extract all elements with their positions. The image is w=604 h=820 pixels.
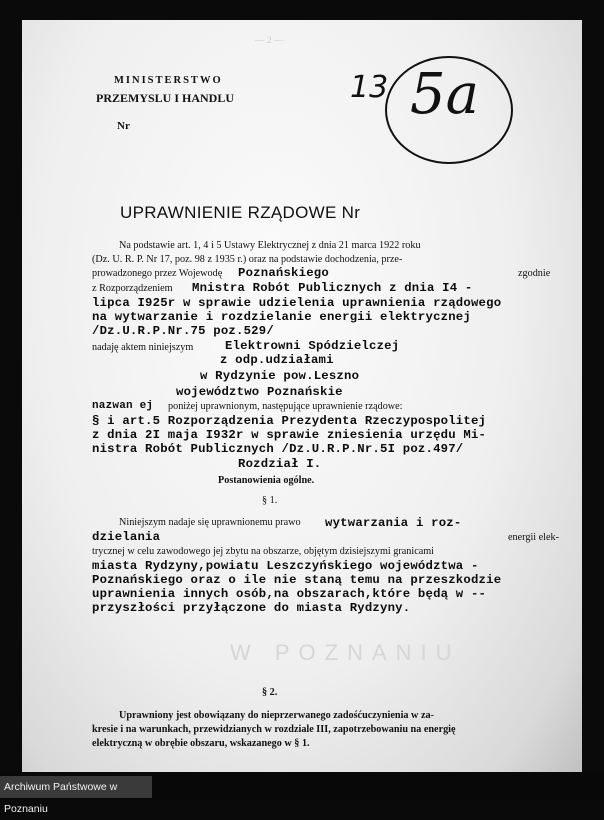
chapter-subheading: Postanowienia ogólne. bbox=[218, 475, 315, 486]
ministry-line2: PRZEMYSLU I HANDLU bbox=[96, 91, 235, 105]
typed-line: Poznańskiego oraz o ile nie staną temu na przeszkodzie bbox=[92, 573, 502, 587]
intro-line: Na podstawie art. 1, 4 i 5 Ustawy Elektrycznej z dnia 21 marca 1922 roku bbox=[119, 240, 421, 251]
typed-line: lipca I925r w sprawie udzielenia uprawnienia rządowego bbox=[92, 296, 502, 310]
intro-line: zgodnie bbox=[518, 268, 551, 279]
page-title: UPRAWNIENIE RZĄDOWE Nr bbox=[120, 203, 361, 222]
handwritten-number: 13 bbox=[350, 70, 389, 105]
legal-basis-line: nistra Robót Publicznych /Dz.U.R.P.Nr.5I poz.497/ bbox=[92, 442, 464, 456]
section-text: Niniejszym nadaje się uprawnionemu prawo bbox=[119, 517, 301, 528]
typed-line: nazwan ej bbox=[92, 400, 154, 412]
typed-line: Mnistra Robót Publicznych z dnia I4 - bbox=[192, 281, 473, 295]
section-heading: § 1. bbox=[262, 495, 278, 506]
section-text: energii elek- bbox=[508, 532, 560, 543]
section-text: elektryczną w obrębie obszaru, wskazanego w § 1. bbox=[92, 738, 310, 749]
intro-line: (Dz. U. R. P. Nr 17, poz. 98 z 1935 r.) oraz na podstawie dochodzenia, prze- bbox=[92, 254, 403, 265]
grantee-name: Elektrowni Spódzielczej bbox=[225, 339, 400, 353]
archive-label: Archiwum Państwowe w Poznaniu bbox=[0, 776, 152, 798]
legal-basis-line: § i art.5 Rozporządzenia Prezydenta Rzeczypospolitej bbox=[92, 414, 487, 428]
typed-line: /Dz.U.R.P.Nr.75 poz.529/ bbox=[92, 324, 274, 338]
nr-label: Nr bbox=[117, 120, 130, 132]
grantee-voivodeship: województwo Poznańskie bbox=[176, 385, 343, 399]
typed-line: wytwarzania i roz- bbox=[325, 516, 462, 530]
typed-line: uprawnienia innych osób,na obszarach,które będą w -- bbox=[92, 587, 487, 601]
section-heading: § 2. bbox=[262, 687, 278, 698]
typed-voivode: Poznańskiego bbox=[238, 266, 329, 280]
intro-line: prowadzonego przez Wojewodę bbox=[92, 268, 223, 279]
handwritten-circled: 5a bbox=[410, 62, 480, 127]
typed-line: na wytwarzanie i rozdzielanie energii elektrycznej bbox=[92, 310, 471, 324]
chapter-heading: Rozdział I. bbox=[238, 457, 322, 471]
section-text: Uprawniony jest obowiązany do nieprzerwanego zadośćuczynienia w za- bbox=[119, 710, 434, 721]
grantee-text: poniżej uprawnionym, następujące uprawnienie rządowe: bbox=[168, 401, 403, 412]
section-text: kresie i na warunkach, przewidzianych w rozdziale III, zapotrzebowaniu na energię bbox=[92, 724, 456, 735]
grantee-location: w Rydzynie pow.Leszno bbox=[200, 369, 360, 383]
typed-line: dzielania bbox=[92, 530, 161, 544]
legal-basis-line: z dnia 2I maja I932r w sprawie zniesienia urzędu Mi- bbox=[92, 428, 487, 442]
intro-line: z Rozporządzeniem bbox=[92, 283, 173, 294]
typed-line: przyszłości przyłączone do miasta Rydzyny. bbox=[92, 601, 411, 615]
watermark: W POZNANIU bbox=[230, 640, 461, 665]
ministry-line1: MINISTERSTWO bbox=[114, 75, 223, 86]
grantee-label: nadaję aktem niniejszym bbox=[92, 342, 194, 353]
grantee-name: z odp.udziałami bbox=[220, 353, 334, 367]
typed-line: miasta Rydzyny,powiatu Leszczyńskiego województwa - bbox=[92, 559, 479, 573]
page-marker: — 2 — bbox=[255, 36, 284, 46]
section-text: trycznej w celu zawodowego jej zbytu na obszarze, objętym dzisiejszymi granicami bbox=[92, 546, 435, 557]
